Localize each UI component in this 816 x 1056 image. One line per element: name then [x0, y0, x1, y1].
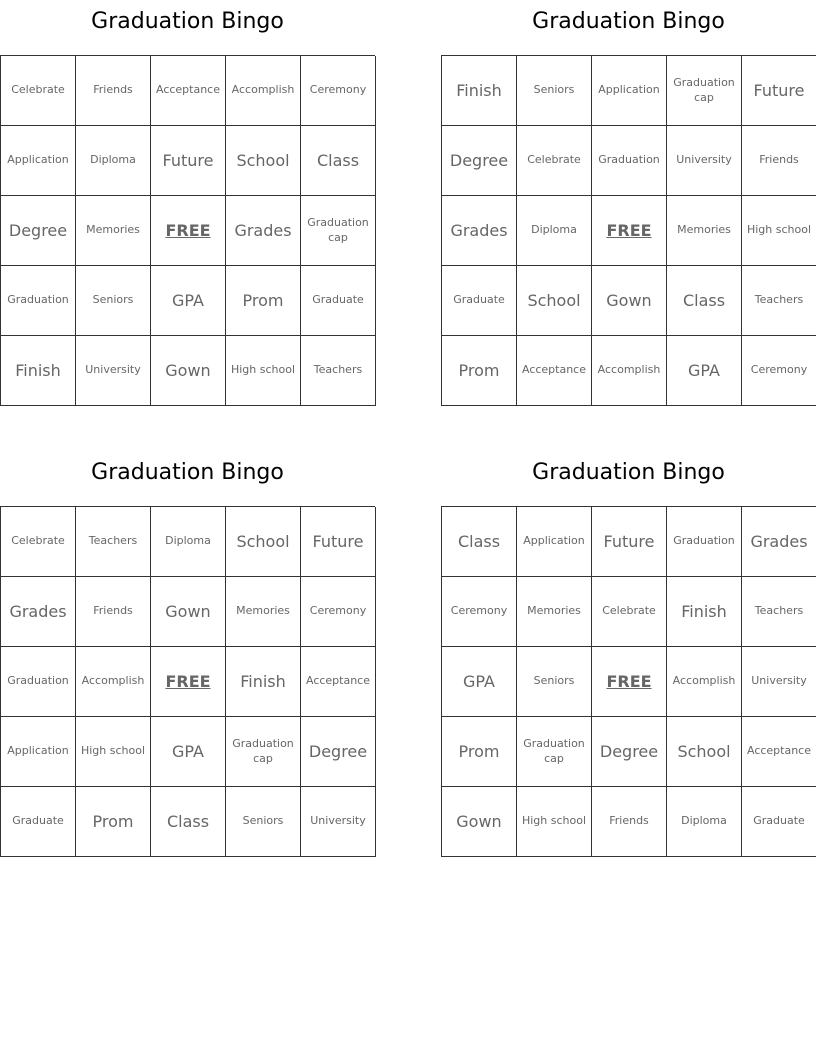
bingo-cell: Celebrate — [592, 577, 667, 647]
bingo-cell: Acceptance — [151, 56, 226, 126]
bingo-cell: Seniors — [76, 266, 151, 336]
bingo-cell: School — [517, 266, 592, 336]
bingo-cell: Class — [442, 507, 517, 577]
bingo-cell: Grades — [1, 577, 76, 647]
bingo-cell: Celebrate — [1, 56, 76, 126]
free-cell: FREE — [592, 647, 667, 717]
bingo-cell: Accomplish — [592, 336, 667, 406]
bingo-cell: Finish — [1, 336, 76, 406]
bingo-cell: Memories — [667, 196, 742, 266]
bingo-cell: Class — [667, 266, 742, 336]
bingo-cell: Friends — [76, 577, 151, 647]
card-title: Graduation Bingo — [532, 460, 725, 485]
bingo-cell: School — [667, 717, 742, 787]
bingo-cell: Application — [1, 126, 76, 196]
bingo-grid — [0, 55, 375, 406]
bingo-cell: Acceptance — [517, 336, 592, 406]
bingo-cell: Acceptance — [301, 647, 376, 717]
bingo-grid — [0, 506, 375, 857]
bingo-cell: Celebrate — [1, 507, 76, 577]
bingo-cell: Application — [1, 717, 76, 787]
bingo-cell: Prom — [442, 336, 517, 406]
bingo-cell: Accomplish — [667, 647, 742, 717]
bingo-cell: Graduation cap — [301, 196, 376, 266]
bingo-cell: Ceremony — [442, 577, 517, 647]
bingo-cell: Prom — [442, 717, 517, 787]
bingo-cell: School — [226, 126, 301, 196]
bingo-cell: Graduation cap — [667, 56, 742, 126]
bingo-cell: Finish — [442, 56, 517, 126]
bingo-cell: Teachers — [301, 336, 376, 406]
bingo-cell: Ceremony — [301, 56, 376, 126]
bingo-cell: Graduation cap — [226, 717, 301, 787]
bingo-cell: Future — [301, 507, 376, 577]
bingo-cell: Accomplish — [76, 647, 151, 717]
bingo-cell: GPA — [442, 647, 517, 717]
bingo-card-1 — [0, 0, 375, 380]
bingo-cell: Teachers — [742, 266, 816, 336]
bingo-cell: University — [301, 787, 376, 857]
bingo-cell: Grades — [442, 196, 517, 266]
card-title: Graduation Bingo — [91, 9, 284, 34]
bingo-cell: Future — [742, 56, 816, 126]
bingo-cell: Seniors — [517, 647, 592, 717]
bingo-cell: Graduation — [592, 126, 667, 196]
bingo-cell: Gown — [592, 266, 667, 336]
bingo-cell: Memories — [226, 577, 301, 647]
bingo-cell: Diploma — [517, 196, 592, 266]
bingo-cell: GPA — [667, 336, 742, 406]
bingo-cell: Graduation cap — [517, 717, 592, 787]
card-title: Graduation Bingo — [532, 9, 725, 34]
bingo-cell: GPA — [151, 717, 226, 787]
bingo-cell: High school — [742, 196, 816, 266]
bingo-cell: Gown — [151, 577, 226, 647]
bingo-cell: Seniors — [517, 56, 592, 126]
bingo-cell: Acceptance — [742, 717, 816, 787]
card-title: Graduation Bingo — [91, 460, 284, 485]
bingo-cell: Graduate — [742, 787, 816, 857]
bingo-cell: Teachers — [742, 577, 816, 647]
bingo-cell: Diploma — [76, 126, 151, 196]
bingo-cell: High school — [76, 717, 151, 787]
bingo-cell: Gown — [442, 787, 517, 857]
bingo-cell: Degree — [442, 126, 517, 196]
bingo-cell: Celebrate — [517, 126, 592, 196]
bingo-cell: Grades — [226, 196, 301, 266]
bingo-cell: Graduate — [301, 266, 376, 336]
bingo-cell: Class — [151, 787, 226, 857]
bingo-cell: Future — [592, 507, 667, 577]
bingo-cell: Graduation — [1, 266, 76, 336]
bingo-card-4 — [441, 451, 816, 831]
bingo-cell: Degree — [301, 717, 376, 787]
bingo-cell: University — [76, 336, 151, 406]
free-cell: FREE — [592, 196, 667, 266]
bingo-cell: Ceremony — [742, 336, 816, 406]
bingo-cell: Prom — [226, 266, 301, 336]
bingo-cell: Graduation — [667, 507, 742, 577]
bingo-cell: Graduation — [1, 647, 76, 717]
bingo-cell: Diploma — [667, 787, 742, 857]
bingo-cell: Finish — [667, 577, 742, 647]
bingo-cell: Friends — [742, 126, 816, 196]
bingo-cell: Finish — [226, 647, 301, 717]
bingo-card-2 — [441, 0, 816, 380]
free-cell: FREE — [151, 196, 226, 266]
bingo-cell: Friends — [76, 56, 151, 126]
bingo-cell: Future — [151, 126, 226, 196]
bingo-cell: Gown — [151, 336, 226, 406]
bingo-cell: Diploma — [151, 507, 226, 577]
bingo-cell: School — [226, 507, 301, 577]
bingo-cell: University — [742, 647, 816, 717]
bingo-grid — [441, 55, 816, 406]
bingo-cell: Graduate — [1, 787, 76, 857]
bingo-cell: Degree — [592, 717, 667, 787]
free-cell: FREE — [151, 647, 226, 717]
bingo-cell: Application — [517, 507, 592, 577]
bingo-cell: GPA — [151, 266, 226, 336]
bingo-cell: Memories — [517, 577, 592, 647]
bingo-cell: High school — [226, 336, 301, 406]
bingo-cell: Seniors — [226, 787, 301, 857]
bingo-card-3 — [0, 451, 375, 831]
bingo-cell: High school — [517, 787, 592, 857]
bingo-cell: Teachers — [76, 507, 151, 577]
bingo-cell: Degree — [1, 196, 76, 266]
bingo-cell: Class — [301, 126, 376, 196]
bingo-cell: Accomplish — [226, 56, 301, 126]
bingo-cell: Ceremony — [301, 577, 376, 647]
bingo-cell: Graduate — [442, 266, 517, 336]
bingo-cell: Friends — [592, 787, 667, 857]
bingo-cell: Grades — [742, 507, 816, 577]
bingo-cell: Application — [592, 56, 667, 126]
bingo-cell: Memories — [76, 196, 151, 266]
bingo-cell: University — [667, 126, 742, 196]
bingo-cell: Prom — [76, 787, 151, 857]
bingo-grid — [441, 506, 816, 857]
